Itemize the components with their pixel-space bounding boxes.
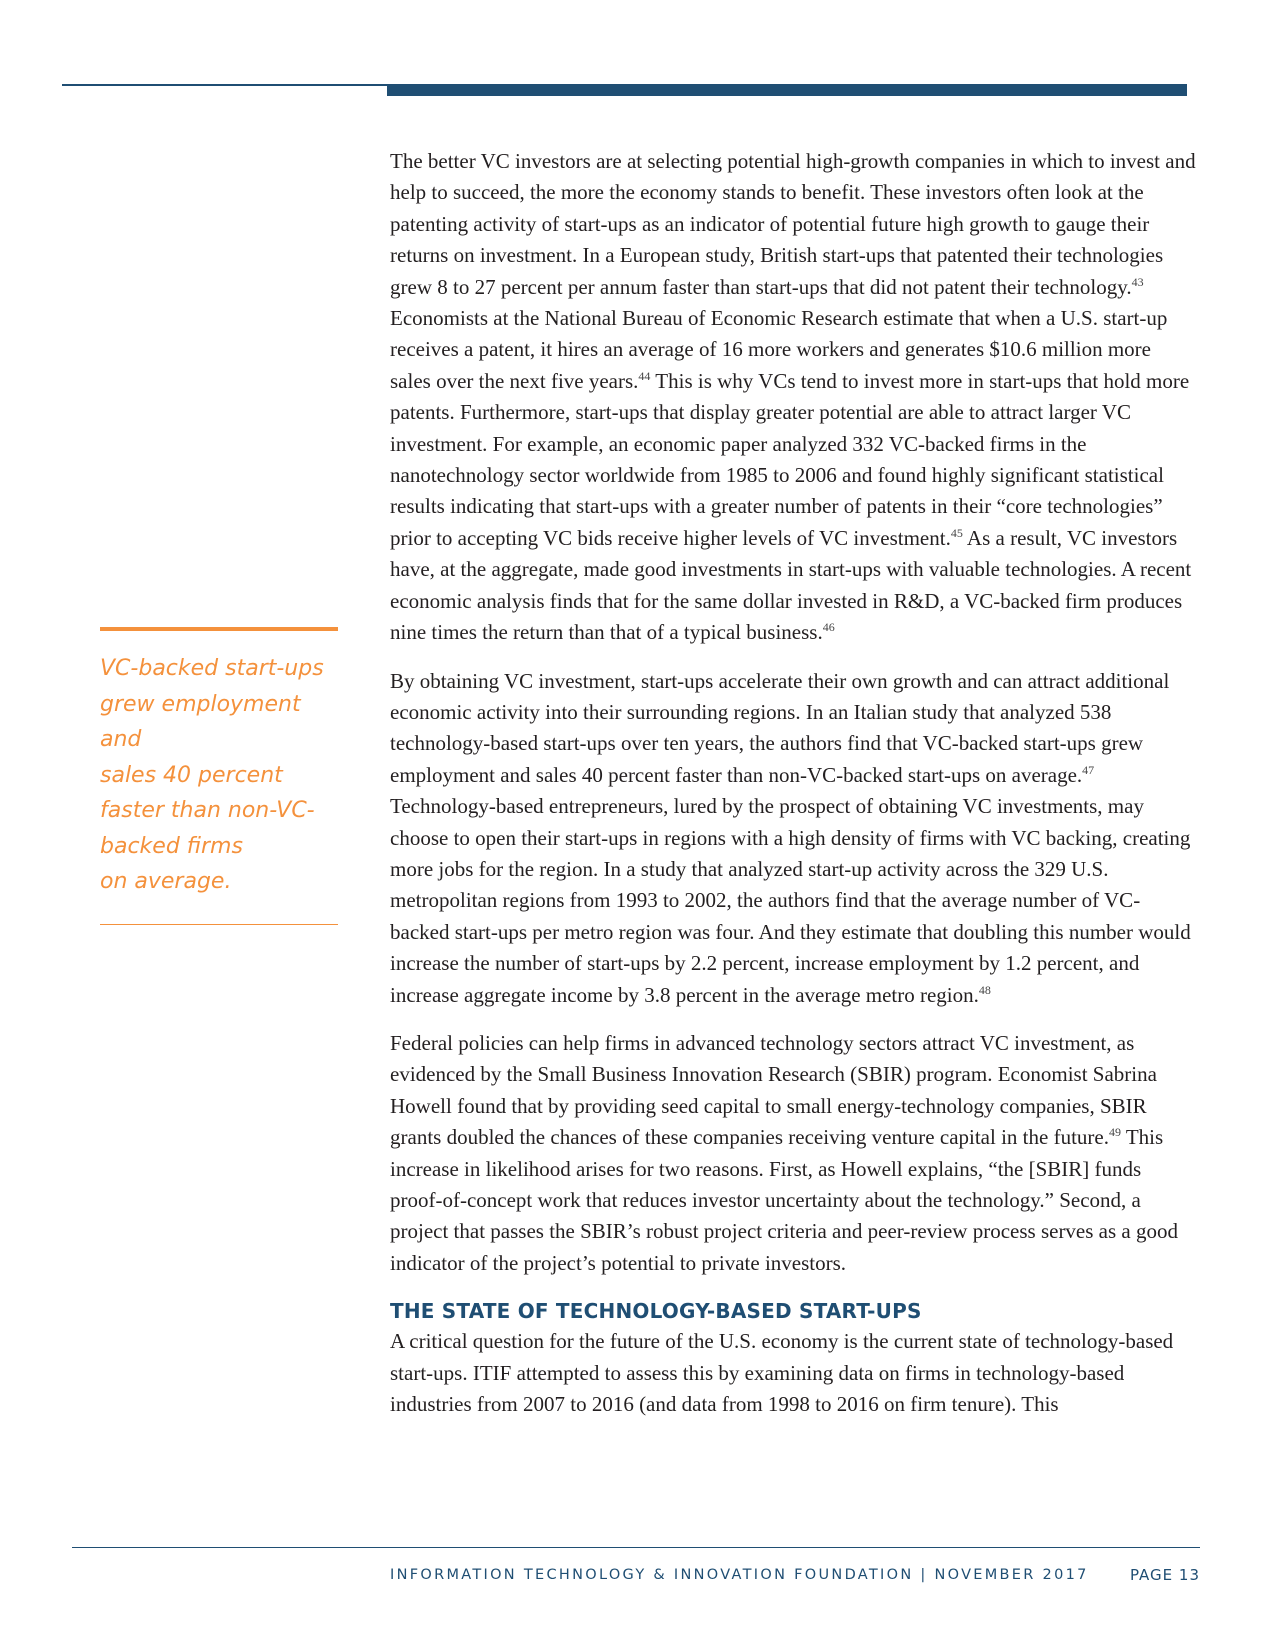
footnote-ref-45[interactable]: 45 bbox=[950, 525, 963, 540]
body-column bbox=[390, 146, 1196, 1437]
footnote-ref-48[interactable]: 48 bbox=[978, 982, 991, 997]
footnote-ref-46[interactable]: 46 bbox=[822, 620, 835, 635]
pull-quote-text: VC-backed start-ups grew employment and sales 40 percent faster than non-VC- backed firms on average. bbox=[100, 656, 324, 894]
paragraph-4: A critical question for the future of the U.S. economy is the current state of technology-based start-ups. ITIF attempted to assess this by examining data on firms in technology-based industries from 2007 to 2016 (and data from 1998 to 2016 on firm tenure). This bbox=[390, 1329, 1174, 1417]
header-rule-thin bbox=[62, 84, 388, 86]
footer-org-date: INFORMATION TECHNOLOGY & INNOVATION FOUNDATION | NOVEMBER 2017 bbox=[390, 1567, 1089, 1583]
footnote-ref-43[interactable]: 43 bbox=[1131, 274, 1144, 289]
footer-rule bbox=[72, 1547, 1200, 1548]
footnote-ref-47[interactable]: 47 bbox=[1082, 762, 1095, 777]
section-heading: THE STATE OF TECHNOLOGY-BASED START-UPS bbox=[390, 1299, 922, 1324]
footnote-ref-49[interactable]: 49 bbox=[1108, 1125, 1121, 1140]
paragraph-2: By obtaining VC investment, start-ups accelerate their own growth and can attract additional economic activity into their surrounding regions. In an Italian study that analyzed 538 technology-based start-ups over ten years, the authors find that VC-backed start-ups grew employment and sales 40 percent faster than non-VC-backed start-ups on average.$^{47}$ Technology-based entrepreneurs, lured by the prospect of obtaining VC investments, may choose to open their start-ups in regions with a high density of firms with VC backing, creating more jobs for the region. In a study that analyzed start-up activity across the 329 U.S. metropolitan regions from 1993 to 2002, the authors find that the average number of VC-backed start-ups per metro region was four. And they estimate that doubling this number would increase the number of start-ups by 2.2 percent, increase employment by 1.2 percent, and increase aggregate income by 3.8 percent in the average metro region.$^{48}$ bbox=[390, 668, 1191, 1007]
pull-quote bbox=[100, 627, 338, 925]
header-rule-thick bbox=[387, 84, 1187, 96]
paragraph-1: The better VC investors are at selecting potential high-growth companies in which to invest and help to succeed, the more the economy stands to benefit. These investors often look at the patenting activity of start-ups as an indicator of potential future high growth to gauge their returns on investment. In a European study, British start-ups that patented their technologies grew 8 to 27 percent per annum faster than start-ups that did not patent their technology.$^{43}$ Economists at the National Bureau of Economic Research estimate that when a U.S. start-up receives a patent, it hires an average of 16 more workers and generates $10.6 million more sales over the next five years.$^{44}$ This is why VCs tend to invest more in start-ups that hold more patents. Furthermore, start-ups that display greater potential are able to attract larger VC investment. For example, an economic paper analyzed 332 VC-backed firms in the nanotechnology sector worldwide from 1985 to 2006 and found highly significant statistical results indicating that start-ups with a greater number of patents in their “core technologies” prior to accepting VC bids receive higher levels of VC investment.$^{45}$ As a result, VC investors have, at the aggregate, made good investments in start-ups with valuable technologies. A recent economic analysis finds that for the same dollar invested in R&D, a VC-backed firm produces nine times the return than that of a typical business.$^{46}$ bbox=[390, 149, 1196, 645]
paragraph-3: Federal policies can help firms in advanced technology sectors attract VC investment, as evidenced by the Small Business Innovation Research (SBIR) program. Economist Sabrina Howell found that by providing seed capital to small energy-technology companies, SBIR grants doubled the chances of these companies receiving venture capital in the future.$^{49}$ This increase in likelihood arises for two reasons. First, as Howell explains, “the [SBIR] funds proof-of-concept work that reduces investor uncertainty about the technology.” Second, a project that passes the SBIR’s robust project criteria and peer-review process serves as a good indicator of the project’s potential to private investors. bbox=[390, 1030, 1178, 1275]
page-number: PAGE 13 bbox=[1129, 1566, 1200, 1584]
footnote-ref-44[interactable]: 44 bbox=[638, 368, 651, 383]
